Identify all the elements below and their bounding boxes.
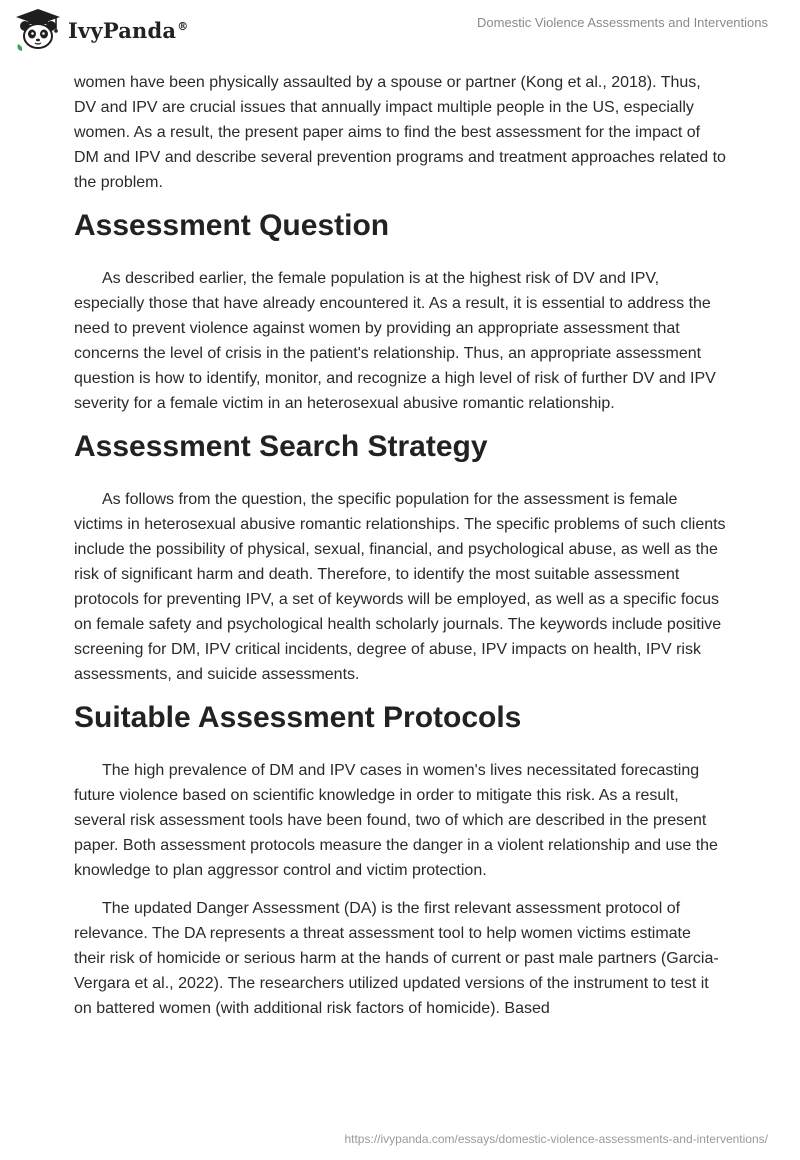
paragraph: The high prevalence of DM and IPV cases in women's lives necessitated forecasting future violence based on scientific knowledge in order to mitigate this risk. As a result, several risk assessment tools have been found, two of which are described in the present paper. Both assessment protocols measure the danger in a violent relationship and use the knowledge to plan aggressor control and victim protection. xyxy=(74,762,718,879)
panda-graduate-icon xyxy=(14,8,62,52)
paragraph: As described earlier, the female population is at the highest risk of DV and IPV, especially those that have already encountered it. As a result, it is essential to address the need to prevent violence against women by providing an appropriate assessment that concerns the level of crisis in the patient's relationship. Thus, an appropriate assessment question is how to identify, monitor, and recognize a high level of risk of further DV and IPV severity for a female victim in an heterosexual abusive romantic relationship. xyxy=(74,270,716,412)
paragraph: As follows from the question, the specific population for the assessment is female victims in heterosexual abusive romantic relationships. The specific problems of such clients include the possibility of physical, sexual, financial, and psychological abuse, as well as the risk of significant harm and death. Therefore, to identify the most suitable assessment protocols for preventing IPV, a set of keywords will be employed, as well as a specific focus on female safety and psychological health scholarly journals. The keywords include positive screening for DM, IPV critical incidents, degree of abuse, IPV impacts on health, IPV risk assessments, and suicide assessments. xyxy=(74,491,726,683)
section-heading-assessment-question: Assessment Question xyxy=(74,209,390,242)
paragraph: women have been physically assaulted by a spouse or partner (Kong et al., 2018). Thus, DV and IPV are crucial issues that annually impact multiple people in the US, especially women. As a result, the present paper aims to find the best assessment for the impact of DM and IPV and describe several prevention programs and treatment approaches related to the problem. xyxy=(74,74,726,191)
page-header xyxy=(0,0,800,62)
logo-text: IvyPanda xyxy=(68,17,177,43)
logo-wordmark xyxy=(68,18,188,43)
paragraph: The updated Danger Assessment (DA) is the first relevant assessment protocol of relevance. The DA represents a threat assessment tool to help women victims estimate their risk of homicide or serious harm at the hands of current or past male partners (Garcia-Vergara et al., 2022). The researchers utilized updated versions of the instrument to test it on battered women (with additional risk factors of homicide). Based xyxy=(74,900,719,1017)
source-url-link[interactable]: https://ivypanda.com/essays/domestic-violence-assessments-and-interventions/ xyxy=(344,1132,768,1146)
article-body xyxy=(74,70,726,1034)
document-title: Domestic Violence Assessments and Interventions xyxy=(477,15,768,30)
section-heading-suitable-assessment-protocols: Suitable Assessment Protocols xyxy=(74,701,522,734)
ivypanda-logo[interactable] xyxy=(14,8,188,52)
section-heading-assessment-search-strategy: Assessment Search Strategy xyxy=(74,430,488,463)
registered-mark: ® xyxy=(177,19,189,33)
